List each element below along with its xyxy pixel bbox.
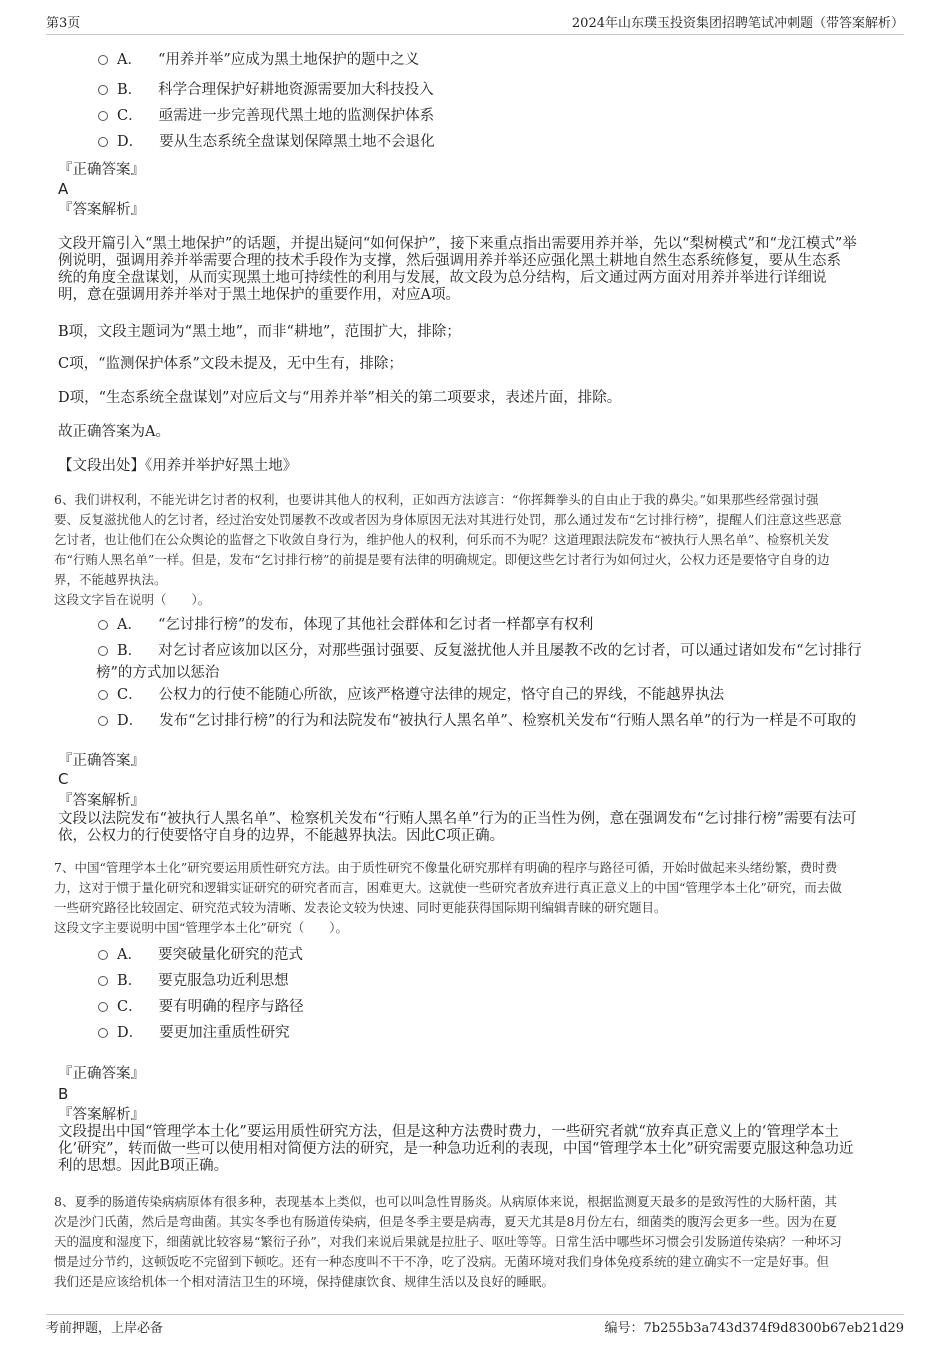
- q6-option-c[interactable]: C． 公权力的行使不能随心所欲，应该严格遵守法律的规定，恪守自己的界线，不能越界执法: [98, 683, 890, 707]
- q5-note-c: C项，“监测保护体系”文段未提及，无中生有，排除；: [58, 356, 403, 372]
- q7-option-d[interactable]: D． 要更加注重质性研究: [98, 1021, 890, 1045]
- q6-option-a[interactable]: A． “乞讨排行榜”的发布，体现了其他社会群体和乞讨者一样都享有权利: [98, 613, 890, 637]
- q7-option-a[interactable]: A． 要突破量化研究的范式: [98, 943, 890, 967]
- q7-question: 7、中国“管理学本土化”研究要运用质性研究方法。由于质性研究不像量化研究那样有明确的程序与路径可循，开始时做起来头绪纷繁，费时费 力，这对于惯于量化研究和逻辑实证研究的研究者而言，困难更大。这就使一些研究者放弃进行真正意义上的中国“管理学本土化”研究，而去做 一些研究路径比较固定、研究范式较为清晰、发表论文较为快速、同时更能获得国际期刊编辑青睐的研究题目。 这段文字主要说明中国“管理学本土化”研究（ ）。: [54, 860, 842, 935]
- q5-source: 【文段出处】《用养并举护好黑土地》: [58, 458, 298, 474]
- q5-analysis-label: 『答案解析』: [58, 202, 145, 218]
- radio-icon[interactable]: [98, 137, 108, 147]
- q7-answer: B: [58, 1085, 69, 1103]
- radio-icon[interactable]: [98, 976, 108, 986]
- q5-option-a[interactable]: A． “用养并举”应成为黑土地保护的题中之义: [98, 48, 890, 72]
- q5-option-c[interactable]: C． 亟需进一步完善现代黑土地的监测保护体系: [98, 104, 890, 128]
- q7-analysis-label: 『答案解析』: [58, 1107, 145, 1123]
- q7-option-b[interactable]: B． 要克服急功近利思想: [98, 969, 890, 993]
- q6-analysis-label: 『答案解析』: [58, 793, 145, 809]
- q8-question: 8、夏季的肠道传染病病原体有很多种，表现基本上类似，也可以叫急性胃肠炎。从病原体来说，根据监测夏天最多的是致泻性的大肠杆菌，其 次是沙门氏菌，然后是弯曲菌。其实冬季也有肠道传染病，但是冬季主要是病毒，夏天尤其是8月份左右，细菌类的腹泻会更多一些。因为在夏 天的温度和湿度下，细菌就比较容易“繁衍子孙”，对我们来说后果就是拉肚子、呕吐等等。日常生活中哪些坏习惯会引发肠道传染病？一种坏习 惯是过分节约，这顿饭吃不完留到下顿吃。还有一种态度叫不干不净，吃了没病。无菌环境对我们身体免疫系统的建立确实不一定是好事。但 我们还是应该给机体一个相对清洁卫生的环境，保持健康饮食、规律生活以及良好的睡眠。: [54, 1194, 842, 1289]
- radio-icon[interactable]: [98, 1002, 108, 1012]
- q6-option-b-continued: 榜”的方式加以惩治: [96, 665, 220, 681]
- page-footer: [46, 1314, 904, 1339]
- radio-icon[interactable]: [98, 55, 108, 65]
- radio-icon[interactable]: [98, 950, 108, 960]
- q6-analysis: 文段以法院发布“被执行人黑名单”、检察机关发布“行贿人黑名单”行为的正当性为例，意在强调发布“乞讨排行榜”需要有法可 依，公权力的行使要恪守自身的边界，不能越界执法。因此C项正确。: [58, 811, 857, 844]
- q6-answer-label: 『正确答案』: [58, 753, 145, 769]
- document-id: 编号：7b255b3a743d374f9d8300b67eb21d29: [604, 1321, 904, 1336]
- q7-analysis: 文段提出中国“管理学本土化”要运用质性研究方法，但是这种方法费时费力，一些研究者就“放弃真正意义上的‘管理学本土 化’研究”，转而做一些可以使用相对简便方法的研究，是一种急功近利的表现，中国“管理学本土化”研究需要克服这种急功近 利的思想。因此B项正确。: [58, 1124, 854, 1174]
- radio-icon[interactable]: [98, 716, 108, 726]
- q5-answer: A: [58, 180, 69, 198]
- radio-icon[interactable]: [98, 85, 108, 95]
- q7-answer-label: 『正确答案』: [58, 1066, 145, 1082]
- q5-option-d[interactable]: D． 要从生态系统全盘谋划保障黑土地不会退化: [98, 130, 890, 154]
- q6-option-d[interactable]: D． 发布“乞讨排行榜”的行为和法院发布“被执行人黑名单”、检察机关发布“行贿人黑名单”的行为一样是不可取的: [98, 709, 890, 733]
- q5-option-b[interactable]: B． 科学合理保护好耕地资源需要加大科技投入: [98, 78, 890, 102]
- footer-slogan: 考前押题，上岸必备: [46, 1321, 164, 1336]
- q5-analysis: 文段开篇引入“黑土地保护”的话题，并提出疑问“如何保护”，接下来重点指出需要用养并举，先以“梨树模式”和“龙江模式”举 例说明，强调用养并举需要合理的技术手段作为支撑，然后强调用养并举还应强化黑土耕地自然生态系统修复，要从生态系 统的角度全盘谋划，从而实现黑土地可持续性的利用与发展，故文段为总分结构，后文通过两方面对用养并举进行详细说 明，意在强调用养并举对于黑土地保护的重要作用，对应A项。: [58, 236, 857, 303]
- q5-conclusion: 故正确答案为A。: [58, 424, 170, 440]
- q5-note-d: D项，“生态系统全盘谋划”对应后文与“用养并举”相关的第二项要求，表述片面，排除。: [58, 390, 622, 406]
- radio-icon[interactable]: [98, 1028, 108, 1038]
- radio-icon[interactable]: [98, 690, 108, 700]
- page-header: [46, 12, 904, 35]
- radio-icon[interactable]: [98, 111, 108, 121]
- q6-option-b[interactable]: B． 对乞讨者应该加以区分，对那些强讨强要、反复滋扰他人并且屡教不改的乞讨者，可以通过诸如发布“乞讨排行: [98, 639, 890, 663]
- q5-answer-label: 『正确答案』: [58, 162, 145, 178]
- page-number: 第3页: [46, 16, 81, 31]
- q5-note-b: B项，文段主题词为“黑土地”，而非“耕地”，范围扩大，排除；: [58, 324, 461, 340]
- radio-icon[interactable]: [98, 646, 108, 656]
- q6-answer: C: [58, 770, 69, 788]
- q6-question: 6、我们讲权利，不能光讲乞讨者的权利，也要讲其他人的权利，正如西方法谚言：“你挥舞拳头的自由止于我的鼻尖。”如果那些经常强讨强 要、反复滋扰他人的乞讨者，经过治安处罚屡教不改或者因为身体原因无法对其进行处罚，那么通过发布“乞讨排行榜”，提醒人们注意这些恶意 乞讨者，也让他们在公众舆论的监督之下收敛自身行为，维护他人的权利，何乐而不为呢？这道理跟法院发布“被执行人黑名单”、检察机关发 布“行贿人黑名单”一样。但是，发布“乞讨排行榜”的前提是要有法律的明确规定。即便这些乞讨者行为如何过火，公权力还是要恪守自身的边 界，不能越界执法。 这段文字旨在说明（ ）。: [54, 492, 842, 607]
- document-title: 2024年山东璞玉投资集团招聘笔试冲刺题（带答案解析）: [571, 16, 904, 31]
- q7-option-c[interactable]: C． 要有明确的程序与路径: [98, 995, 890, 1019]
- radio-icon[interactable]: [98, 620, 108, 630]
